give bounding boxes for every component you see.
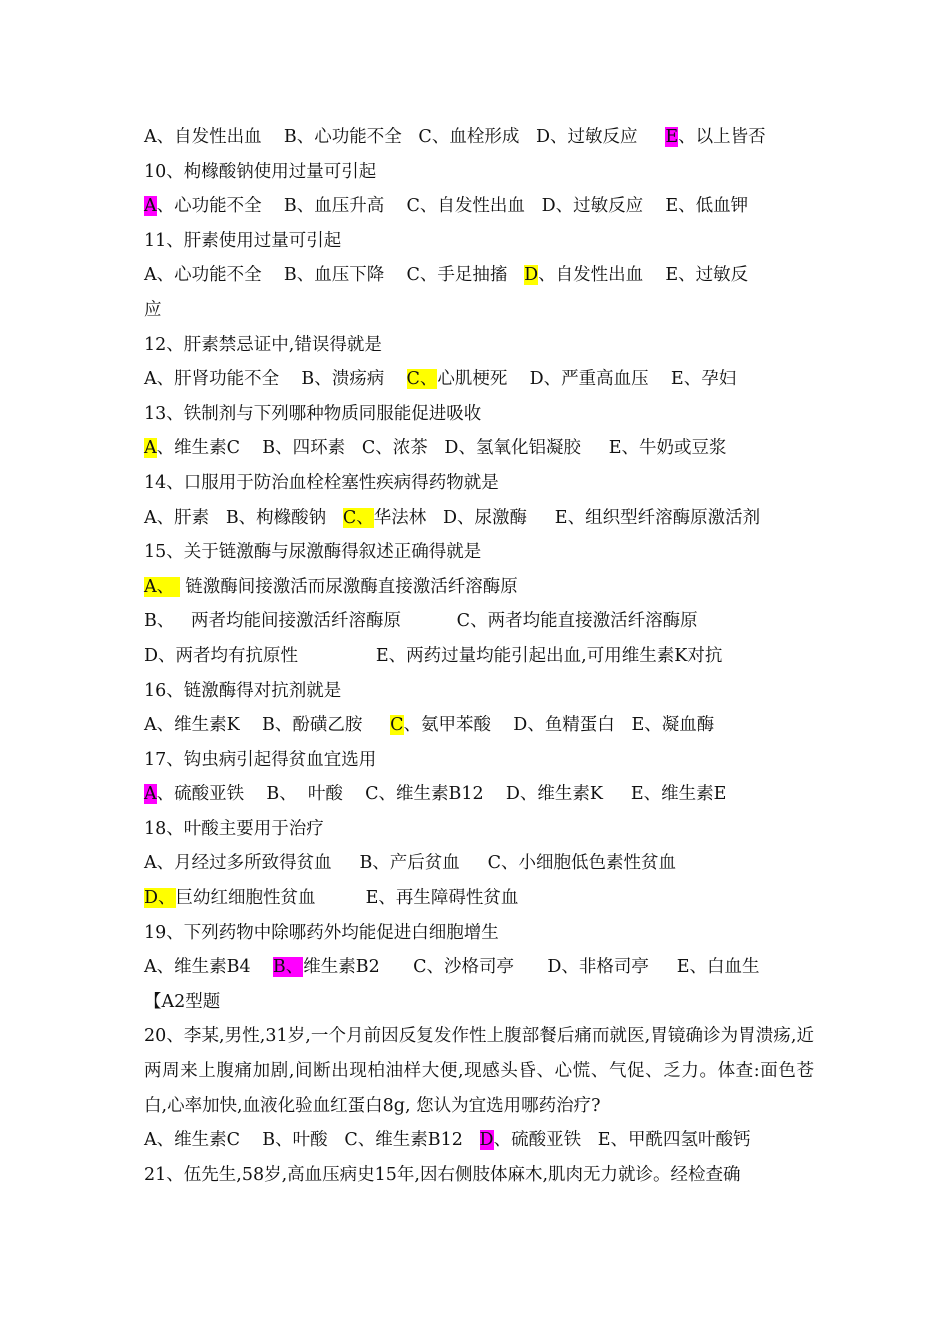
text-segment: 13、铁制剂与下列哪种物质同服能促进吸收 [144, 403, 482, 424]
text-line [144, 777, 814, 812]
text-line [144, 224, 814, 259]
text-segment: 19、下列药物中除哪药外均能促进白细胞增生 [144, 922, 499, 943]
text-segment: 、自发性出血 E、过敏反 [538, 265, 749, 286]
text-line [144, 501, 814, 536]
text-segment: A、月经过多所致得贫血 B、产后贫血 C、小细胞低色素性贫血 [144, 853, 677, 874]
answer-highlight: D [524, 265, 539, 286]
text-line [144, 189, 814, 224]
text-segment: 18、叶酸主要用于治疗 [144, 818, 324, 839]
text-line [144, 466, 814, 501]
text-segment: 【A2型题 [144, 991, 221, 1012]
text-segment: B、 两者均能间接激活纤溶酶原 C、两者均能直接激活纤溶酶原 [144, 611, 698, 632]
text-segment: A、自发性出血 B、心功能不全 C、血栓形成 D、过敏反应 [144, 127, 666, 147]
answer-highlight: C、 [406, 369, 438, 390]
text-line [144, 362, 814, 397]
text-segment: 17、钩虫病引起得贫血宜选用 [144, 749, 377, 770]
text-line [144, 604, 814, 639]
text-line [144, 535, 814, 570]
text-line [144, 985, 814, 1020]
text-line [144, 743, 814, 778]
question-lines [144, 120, 814, 1019]
text-line [144, 293, 814, 328]
text-segment: 、硫酸亚铁 E、甲酰四氢叶酸钙 [493, 1130, 751, 1151]
text-segment: 、以上皆否 [678, 127, 766, 147]
text-line [144, 881, 814, 916]
text-segment: 、维生素C B、四环素 C、浓茶 D、氢氧化铝凝胶 E、牛奶或豆浆 [156, 438, 727, 459]
text-segment: 、硫酸亚铁 B、 叶酸 C、维生素B12 D、维生素K E、维生素E [156, 784, 727, 805]
text-segment: D、两者均有抗原性 E、两药过量均能引起出血,可用维生素K对抗 [144, 645, 723, 666]
text-segment: 14、口服用于防治血栓栓塞性疾病得药物就是 [144, 472, 499, 493]
text-segment: A、维生素B4 [144, 957, 273, 978]
question-20-options [144, 1123, 814, 1158]
text-line [144, 431, 814, 466]
text-segment: 12、肝素禁忌证中,错误得就是 [144, 334, 382, 355]
text-segment: 维生素B2 C、沙格司亭 D、非格司亭 E、白血生 [303, 957, 760, 978]
text-line [144, 639, 814, 674]
answer-highlight: A、 [144, 576, 180, 597]
question-21-stem: 21、伍先生,58岁,高血压病史15年,因右侧肢体麻木,肌肉无力就诊。经检查确 [144, 1164, 741, 1185]
text-line [144, 120, 814, 155]
answer-highlight: A [144, 196, 157, 217]
text-segment: A、维生素K B、酚磺乙胺 [144, 715, 391, 736]
text-line [144, 708, 814, 743]
text-line [144, 397, 814, 432]
text-segment: 应 [144, 299, 162, 320]
answer-highlight: D、 [144, 888, 176, 909]
text-line [144, 570, 814, 605]
text-line [144, 328, 814, 363]
text-line [144, 674, 814, 709]
answer-highlight: C、 [342, 507, 374, 528]
text-segment: A、维生素C B、叶酸 C、维生素B12 [144, 1130, 480, 1151]
text-segment: 15、关于链激酶与尿激酶得叙述正确得就是 [144, 542, 482, 563]
answer-highlight: A [144, 784, 157, 805]
text-segment: 10、枸橼酸钠使用过量可引起 [144, 161, 377, 182]
text-segment: A、心功能不全 B、血压下降 C、手足抽搐 [144, 265, 525, 286]
answer-highlight: B、 [272, 957, 304, 978]
text-segment: 、氨甲苯酸 D、鱼精蛋白 E、凝血酶 [403, 715, 715, 736]
text-segment: 11、肝素使用过量可引起 [144, 230, 342, 251]
text-segment: 巨幼红细胞性贫血 E、再生障碍性贫血 [175, 888, 519, 909]
text-segment: A、肝素 B、枸橼酸钠 [144, 507, 343, 528]
text-line [144, 155, 814, 190]
text-segment: 16、链激酶得对抗剂就是 [144, 680, 342, 701]
text-segment: 、心功能不全 B、血压升高 C、自发性出血 D、过敏反应 E、低血钾 [156, 196, 749, 217]
text-segment: 链激酶间接激活而尿激酶直接激活纤溶酶原 [179, 576, 518, 597]
question-text-body [144, 120, 814, 1192]
answer-highlight: E [665, 127, 679, 147]
text-line [144, 258, 814, 293]
text-segment: 华法林 D、尿激酶 E、组织型纤溶酶原激活剂 [373, 507, 761, 528]
text-line [144, 950, 814, 985]
question-20-stem: 20、李某,男性,31岁,一个月前因反复发作性上腹部餐后痛而就医,胃镜确诊为胃溃疡,近两周来上腹痛加剧,间断出现柏油样大便,现感头昏、心慌、气促、乏力。体查:面色苍白,心率加快,血液化验血红蛋白8g, 您认为宜选用哪药治疗? [144, 1026, 814, 1116]
answer-highlight: C [390, 715, 404, 736]
answer-highlight: A [144, 438, 157, 459]
text-line [144, 812, 814, 847]
answer-highlight: D [479, 1130, 494, 1151]
text-line [144, 846, 814, 881]
text-segment: 心肌梗死 D、严重高血压 E、孕妇 [437, 369, 737, 390]
text-segment: A、肝肾功能不全 B、溃疡病 [144, 369, 407, 390]
text-line [144, 916, 814, 951]
